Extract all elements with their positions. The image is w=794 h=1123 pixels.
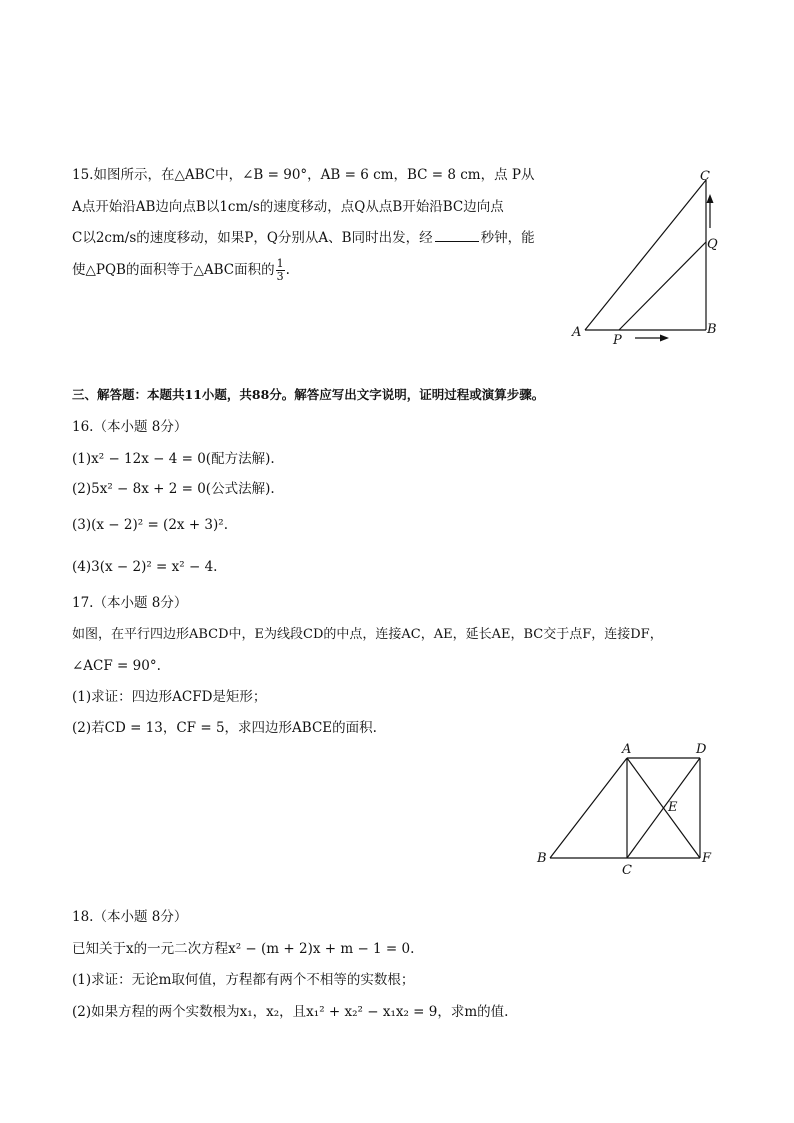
- label-b: B: [707, 322, 717, 337]
- answer-blank[interactable]: [435, 229, 479, 242]
- q17-parallelogram-figure: [530, 738, 730, 878]
- segment-ab: [550, 758, 627, 858]
- arrow-up-head: [707, 194, 714, 203]
- label-a: A: [622, 742, 632, 757]
- label-b: B: [537, 851, 547, 866]
- q16-header: 16.（本小题 8分）: [72, 419, 188, 435]
- q15-line-1: 15.如图所示，在△ABC中，∠B = 90°，AB = 6 cm，BC = 8 cm，点 P从: [72, 167, 535, 183]
- label-q: Q: [707, 237, 718, 252]
- q15-line-3-end: 秒钟，能: [480, 230, 535, 246]
- q16-item-3: (3)(x − 2)² = (2x + 3)².: [72, 517, 228, 533]
- label-p: P: [613, 333, 622, 348]
- segment-pq: [619, 242, 706, 330]
- label-e: E: [668, 800, 678, 815]
- fraction-one-third: [276, 258, 285, 283]
- fraction-numerator: 1: [276, 257, 284, 270]
- q18-header: 18.（本小题 8分）: [72, 909, 188, 925]
- fraction-denominator: 3: [276, 270, 284, 283]
- q15-triangle-figure: [565, 160, 735, 355]
- q16-item-2: (2)5x² − 8x + 2 = 0(公式法解).: [72, 481, 275, 497]
- q15-line-2: A点开始沿AB边向点B以1cm/s的速度移动，点Q从点B开始沿BC边向点: [72, 199, 504, 215]
- label-c: C: [622, 863, 632, 878]
- label-c: C: [700, 169, 710, 184]
- arrow-right-head: [660, 335, 669, 342]
- section-3-title: 三、解答题：本题共11小题，共88分。解答应写出文字说明，证明过程或演算步骤。: [72, 387, 545, 402]
- q16-item-1: (1)x² − 12x − 4 = 0(配方法解).: [72, 451, 275, 467]
- q18-part-2: (2)如果方程的两个实数根为x₁，x₂，且x₁² + x₂² − x₁x₂ = 9，求m的值.: [72, 1004, 509, 1020]
- label-d: D: [696, 742, 707, 757]
- q16-item-4: (4)3(x − 2)² = x² − 4.: [72, 559, 218, 575]
- q15-line-3: [72, 229, 535, 247]
- q17-part-1: (1)求证：四边形ACFD是矩形；: [72, 689, 267, 705]
- q17-line-2: ∠ACF = 90°.: [72, 658, 161, 674]
- q18-part-1: (1)求证：无论m取何值，方程都有两个不相等的实数根；: [72, 972, 415, 988]
- q15-line-3-start: C以2cm/s的速度移动，如果P，Q分别从A、B同时出发，经: [72, 230, 433, 246]
- q17-header: 17.（本小题 8分）: [72, 595, 188, 611]
- q17-part-2: (2)若CD = 13，CF = 5，求四边形ABCE的面积.: [72, 720, 377, 736]
- q18-line-1: 已知关于x的一元二次方程x² − (m + 2)x + m − 1 = 0.: [72, 941, 415, 957]
- q15-line-4-start: 使△PQB的面积等于△ABC面积的: [72, 262, 275, 278]
- q15-line-4: [72, 258, 290, 283]
- q17-line-1: 如图，在平行四边形ABCD中，E为线段CD的中点，连接AC，AE，延长AE，BC交于点F，连接DF，: [72, 627, 663, 642]
- label-a: A: [572, 325, 582, 340]
- label-f: F: [702, 851, 712, 866]
- segment-ac: [585, 180, 706, 330]
- q15-line-4-end: .: [285, 262, 290, 278]
